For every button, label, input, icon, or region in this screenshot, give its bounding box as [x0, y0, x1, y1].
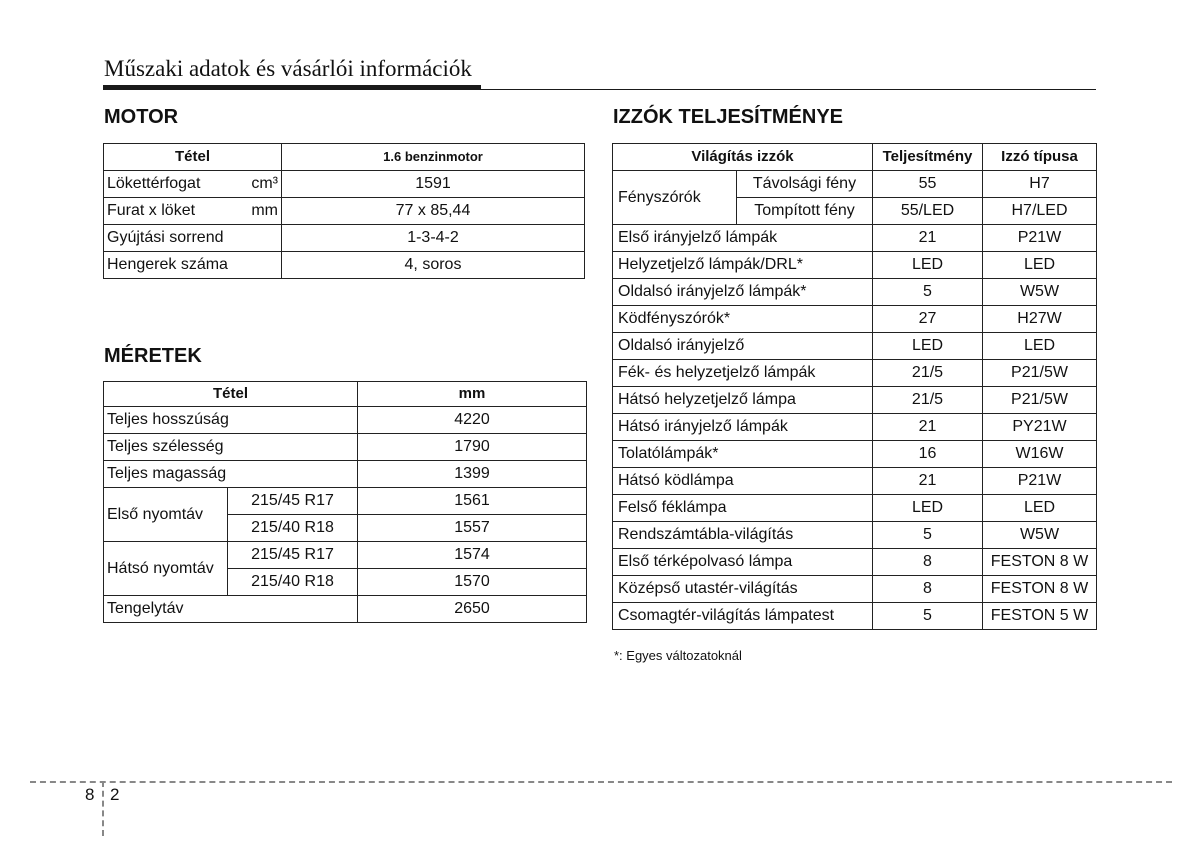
izzok-heading: IZZÓK TELJESÍTMÉNYE [613, 106, 844, 128]
bulb-power: 21/5 [873, 387, 983, 414]
tire-size: 215/40 R18 [228, 569, 358, 596]
bulb-power: LED [873, 252, 983, 279]
page-header-title: Műszaki adatok és vásárlói információk [104, 56, 472, 81]
row-value: 1570 [358, 569, 587, 596]
bulb-type: FESTON 5 W [983, 603, 1097, 630]
izzok-table [612, 143, 1097, 630]
table-row [613, 360, 1097, 387]
row-unit: mm [251, 202, 278, 219]
bulb-type: P21W [983, 468, 1097, 495]
row-value: 77 x 85,44 [282, 198, 585, 225]
bulb-type: H7 [983, 171, 1097, 198]
footer-divider [30, 781, 1172, 783]
bulb-power: 21 [873, 225, 983, 252]
bulb-name: Első térképolvasó lámpa [613, 549, 873, 576]
bulb-power: 21 [873, 468, 983, 495]
header-rule [481, 89, 1096, 90]
table-row [613, 306, 1097, 333]
bulb-type: LED [983, 495, 1097, 522]
bulb-power: 5 [873, 603, 983, 630]
row-value: 1-3-4-2 [282, 225, 585, 252]
bulb-power: 55/LED [873, 198, 983, 225]
bulb-type: W16W [983, 441, 1097, 468]
row-label: Hátsó nyomtáv [104, 542, 228, 596]
column-header: Teljesítmény [873, 144, 983, 171]
row-label: Hengerek száma [104, 252, 282, 279]
row-label: Fényszórók [613, 171, 737, 225]
bulb-type: LED [983, 252, 1097, 279]
bulb-type: W5W [983, 522, 1097, 549]
row-label: Gyújtási sorrend [104, 225, 282, 252]
page-number: 2 [110, 785, 120, 804]
bulb-power: 21/5 [873, 360, 983, 387]
bulb-type: FESTON 8 W [983, 576, 1097, 603]
table-row [613, 441, 1097, 468]
table-row [613, 414, 1097, 441]
row-label: Teljes szélesség [104, 434, 358, 461]
table-row [104, 461, 587, 488]
table-row [613, 495, 1097, 522]
table-row [613, 171, 1097, 198]
bulb-power: LED [873, 495, 983, 522]
meretek-heading: MÉRETEK [104, 345, 202, 367]
table-row [613, 549, 1097, 576]
bulb-name: Hátsó helyzetjelző lámpa [613, 387, 873, 414]
bulb-name: Középső utastér-világítás [613, 576, 873, 603]
row-label: Furat x löket [107, 202, 196, 219]
row-label: Lökettérfogat [107, 175, 201, 192]
bulb-name: Első irányjelző lámpák [613, 225, 873, 252]
bulb-name: Hátsó ködlámpa [613, 468, 873, 495]
row-value: 1557 [358, 515, 587, 542]
tire-size: 215/45 R17 [228, 488, 358, 515]
bulb-power: 21 [873, 414, 983, 441]
table-row [613, 522, 1097, 549]
bulb-name: Helyzetjelző lámpák/DRL* [613, 252, 873, 279]
bulb-type: LED [983, 333, 1097, 360]
bulb-name: Felső féklámpa [613, 495, 873, 522]
column-header: Tétel [104, 382, 358, 407]
row-value: 1591 [282, 171, 585, 198]
table-row [613, 387, 1097, 414]
row-label-cell [104, 171, 282, 198]
bulb-name: Tompított fény [737, 198, 873, 225]
column-header: Izzó típusa [983, 144, 1097, 171]
bulb-power: 5 [873, 279, 983, 306]
bulb-name: Rendszámtábla-világítás [613, 522, 873, 549]
bulb-name: Csomagtér-világítás lámpatest [613, 603, 873, 630]
page-chapter: 8 [85, 785, 95, 804]
bulb-type: P21W [983, 225, 1097, 252]
column-header: Tétel [104, 144, 282, 171]
bulb-name: Oldalsó irányjelző [613, 333, 873, 360]
footnote: *: Egyes változatoknál [614, 648, 742, 663]
table-header-row [104, 382, 587, 407]
table-header-row [613, 144, 1097, 171]
table-row [104, 488, 587, 515]
row-label-cell [104, 198, 282, 225]
tire-size: 215/40 R18 [228, 515, 358, 542]
row-value: 1790 [358, 434, 587, 461]
row-value: 2650 [358, 596, 587, 623]
bulb-name: Hátsó irányjelző lámpák [613, 414, 873, 441]
row-label: Teljes hosszúság [104, 407, 358, 434]
bulb-power: 8 [873, 576, 983, 603]
column-header: Világítás izzók [613, 144, 873, 171]
bulb-power: 16 [873, 441, 983, 468]
table-header-row [104, 144, 585, 171]
table-row [104, 434, 587, 461]
row-unit: cm³ [251, 175, 278, 192]
row-label: Teljes magasság [104, 461, 358, 488]
bulb-name: Távolsági fény [737, 171, 873, 198]
table-row [613, 576, 1097, 603]
header-bar [103, 85, 481, 90]
table-row [104, 198, 585, 225]
row-value: 1574 [358, 542, 587, 569]
bulb-power: LED [873, 333, 983, 360]
table-row [613, 603, 1097, 630]
bulb-type: P21/5W [983, 360, 1097, 387]
tire-size: 215/45 R17 [228, 542, 358, 569]
bulb-name: Ködfényszórók* [613, 306, 873, 333]
table-row [104, 225, 585, 252]
row-label: Tengelytáv [104, 596, 358, 623]
table-row [104, 171, 585, 198]
column-header: mm [358, 382, 587, 407]
bulb-type: W5W [983, 279, 1097, 306]
row-value: 1399 [358, 461, 587, 488]
table-row [104, 596, 587, 623]
table-row [104, 252, 585, 279]
bulb-type: H27W [983, 306, 1097, 333]
table-row [613, 225, 1097, 252]
bulb-name: Oldalsó irányjelző lámpák* [613, 279, 873, 306]
table-row [613, 468, 1097, 495]
bulb-name: Fék- és helyzetjelző lámpák [613, 360, 873, 387]
bulb-power: 8 [873, 549, 983, 576]
footer-vertical-divider [102, 781, 104, 836]
motor-table [103, 143, 585, 279]
bulb-name: Tolatólámpák* [613, 441, 873, 468]
row-label: Első nyomtáv [104, 488, 228, 542]
table-row [613, 252, 1097, 279]
row-value: 4, soros [282, 252, 585, 279]
meretek-table [103, 381, 587, 623]
bulb-power: 27 [873, 306, 983, 333]
bulb-type: FESTON 8 W [983, 549, 1097, 576]
bulb-power: 55 [873, 171, 983, 198]
row-value: 4220 [358, 407, 587, 434]
row-value: 1561 [358, 488, 587, 515]
bulb-type: H7/LED [983, 198, 1097, 225]
motor-heading: MOTOR [104, 106, 179, 128]
table-row [613, 333, 1097, 360]
table-row [104, 542, 587, 569]
bulb-type: PY21W [983, 414, 1097, 441]
table-row [613, 279, 1097, 306]
column-header: 1.6 benzinmotor [282, 144, 585, 171]
bulb-type: P21/5W [983, 387, 1097, 414]
table-row [104, 407, 587, 434]
bulb-power: 5 [873, 522, 983, 549]
